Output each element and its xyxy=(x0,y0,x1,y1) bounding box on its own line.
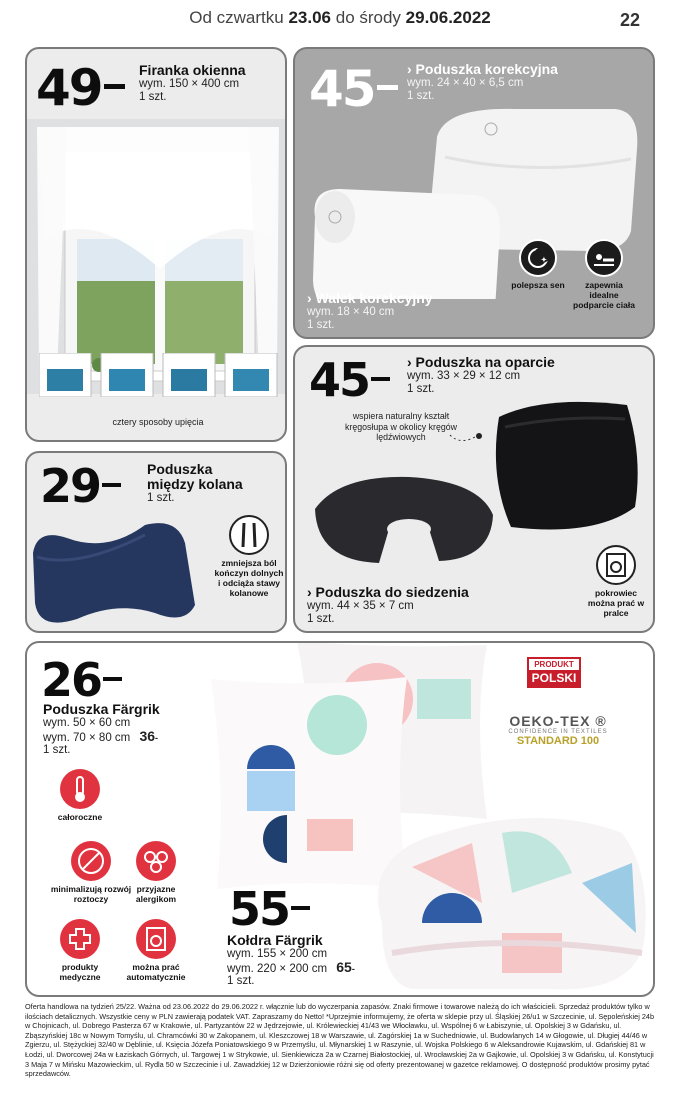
feature-better-sleep-label: polepsza sen xyxy=(511,280,565,290)
knee-pillow-price: 29 xyxy=(40,463,121,509)
bedding-card[interactable] xyxy=(25,641,655,997)
feature-knee-relief xyxy=(213,515,285,598)
knee-pillow-card[interactable] xyxy=(25,451,287,633)
feature-allergy-friendly-label: przyjazne alergikom xyxy=(135,884,177,904)
orthopedic-pillow-qty: 1 szt. xyxy=(407,89,435,102)
feature-medical-product-label: produkty medyczne xyxy=(59,962,101,982)
duvet-fargrik-price: 55 xyxy=(229,886,310,932)
pillow-fargrik-info xyxy=(43,702,160,757)
sleeping-person-icon xyxy=(585,239,623,277)
feature-machine-washable-label: można prać automatycznie xyxy=(126,962,186,982)
seat-cushion-info xyxy=(307,585,469,625)
feature-anti-mite-label: minimalizują rozwój roztoczy xyxy=(50,884,132,904)
feature-all-season xyxy=(49,769,111,822)
curtain-dims: wym. 150 × 400 cm xyxy=(139,78,240,90)
back-cushion-image xyxy=(485,387,645,547)
knee-pillow-name-2: między kolana xyxy=(147,476,243,492)
curtain-price: 49 xyxy=(36,63,125,113)
back-cushion-callout: wspiera naturalny kształt kręgosłupa w okolicy kręgów lędźwiowych xyxy=(345,411,457,442)
duvet-fargrik-info xyxy=(227,933,355,988)
back-seat-cushion-card[interactable] xyxy=(293,345,655,633)
duvet-fargrik-dims-2: wym. 220 × 200 cm 65- xyxy=(227,958,355,975)
pillow-fargrik-price: 26 xyxy=(41,657,122,703)
callout-dots xyxy=(445,427,485,447)
orthopedic-pillow-card[interactable] xyxy=(293,47,655,339)
seat-cushion-image xyxy=(309,469,499,579)
curtain-styles-thumbnails xyxy=(39,353,279,397)
badge-line-2: POLSKI xyxy=(529,670,579,686)
curtain-caption: cztery sposoby upięcia xyxy=(112,417,204,427)
start-date: 23.06 xyxy=(288,8,331,27)
back-cushion-price: 45 xyxy=(309,357,390,403)
moon-stars-icon xyxy=(519,239,557,277)
honeycomb-icon xyxy=(136,841,176,881)
knee-pillow-info xyxy=(147,462,243,505)
feature-allergy-friendly xyxy=(125,841,187,904)
washing-machine-icon xyxy=(596,545,636,585)
feature-medical-product xyxy=(49,919,111,982)
feature-machine-washable xyxy=(121,919,191,982)
back-cushion-dims: wym. 33 × 29 × 12 cm xyxy=(407,370,521,382)
knee-pillow-image xyxy=(27,513,217,633)
orthopedic-pillow-dims: wym. 24 × 40 × 6,5 cm xyxy=(407,77,524,89)
roll-pillow-info xyxy=(307,291,433,331)
pillow-fargrik-alt-price: 36 xyxy=(139,727,156,744)
legal-fine-print: Oferta handlowa na tydzień 25/22. Ważna od 23.06.2022 do 29.06.2022 r. włącznie lub do wyczerpania zapasów. Znaki firmowe i towarowe należą do ich właścicieli. Sprzedaż produktów tylko w ilościach detalicznych. Wszystkie ceny w PLN zawierają podatek VAT. Zapraszamy do Netto! *Uprzejmie informujemy, że oferta w sklepie przy ul. Śląskiej 26/u1 w Szczecinie, ul. Sępoleńskiej 24b w Chojnicach, ul. Dobrego Pasterza 67 w Krakowie, ul. Partyzantów 22 w Jędrzejowie, ul. Królewieckiej 41/43 we Włocławku, ul. Wspólnej 6 w Łabiszynie, ul. Opolskiej 3 w Gdańsku, ul. Zbąszyńskiej 18c w Nowym Tomyślu, ul. Chramcówki 30 w Zakopanem, ul. Kleszczowej 18 w Warszawie, ul. Zagórskiej 1a w Suchedniowie, ul. Budowlanych 14 w Głogowie, ul. Długiej 44/46 w Zgierzu, ul. Stężyckiej 32/40 w Dęblinie, ul. Księcia Józefa Poniatowskiego 9 w Przemyślu, ul. Młynarskiej 1 w Raszynie, ul. Wojska Polskiego 6 w Aleksandrowie Kujawskim, ul. Gdańskiej 81 w Łodzi, ul. Dworcowej 24a w Łaziskach Górnych, ul. Targowej 1 w Strykowie, ul. Sienkiewicza 2a w Czarnej Białostockiej, ul. Wrocławskiej 2a w Gajkowie, ul. Opolskiej 3 w Gdańsku, ul. Konstytucji 3 Maja 7 w Mińsku Mazowieckim, ul. Rydla 50 w Szczecinie i ul. Zawadzkiej 12 w Dzierżoniowie różni się od oferty prezentowanej w gazetce reklamowej. O dostępność produktów prosimy pytać sprzedawców. xyxy=(25,1002,655,1079)
duvet-fargrik-qty: 1 szt. xyxy=(227,975,255,987)
duvet-fargrik-name: Kołdra Färgrik xyxy=(227,932,323,948)
back-cushion-qty: 1 szt. xyxy=(407,382,435,395)
thermometer-icon xyxy=(60,769,100,809)
orthopedic-pillow-name: › Poduszka korekcyjna xyxy=(407,61,558,77)
curtain-name: Firanka okienna xyxy=(139,62,246,78)
medical-cross-icon xyxy=(60,919,100,959)
curtain-card[interactable] xyxy=(25,47,287,442)
end-date: 29.06.2022 xyxy=(405,8,491,27)
fargrik-duvet-image xyxy=(352,793,652,997)
curtain-qty: 1 szt. xyxy=(139,90,167,103)
feature-better-sleep xyxy=(507,239,569,290)
date-mid: do środy xyxy=(335,8,401,27)
feature-body-support xyxy=(573,239,635,310)
oeko-sub: CONFIDENCE IN TEXTILES xyxy=(508,729,608,735)
knee-pillow-qty: 1 szt. xyxy=(147,492,175,504)
pillow-fargrik-qty: 1 szt. xyxy=(43,744,71,756)
orthopedic-pillow-info xyxy=(407,62,558,102)
duvet-fargrik-dims-1: wym. 155 × 200 cm xyxy=(227,948,328,960)
seat-cushion-dims: wym. 44 × 35 × 7 cm xyxy=(307,600,414,612)
roll-pillow-qty: 1 szt. xyxy=(307,318,335,331)
feature-washable-cover xyxy=(581,545,651,618)
pillow-fargrik-dims-2: wym. 70 × 80 cm 36- xyxy=(43,727,159,744)
feature-body-support-label: zapewnia idealne podparcie ciała xyxy=(573,280,635,310)
page-number: 22 xyxy=(619,10,640,30)
knee-pillow-name-1: Poduszka xyxy=(147,461,213,477)
oeko-title: OEKO-TEX ® xyxy=(509,713,607,729)
washing-machine-icon xyxy=(136,919,176,959)
offer-date-header xyxy=(0,8,680,28)
no-mites-icon xyxy=(71,841,111,881)
pillow-fargrik-dims-1: wym. 50 × 60 cm xyxy=(43,717,131,729)
duvet-fargrik-alt-price: 65 xyxy=(336,958,352,975)
curtain-info xyxy=(139,63,246,103)
feature-anti-mite xyxy=(49,841,133,904)
pillow-fargrik-name: Poduszka Färgrik xyxy=(43,701,160,717)
feature-all-season-label: całoroczne xyxy=(57,812,103,822)
polish-product-badge xyxy=(527,657,581,688)
date-prefix: Od czwartku xyxy=(189,8,284,27)
svg-text:✦: ✦ xyxy=(541,257,547,264)
back-cushion-name: › Poduszka na oparcie xyxy=(407,354,555,370)
roll-pillow-dims: wym. 18 × 40 cm xyxy=(307,306,395,318)
roll-pillow-name: › Wałek korekcyjny xyxy=(307,290,433,306)
seat-cushion-name: › Poduszka do siedzenia xyxy=(307,584,469,600)
feature-knee-relief-label: zmniejsza ból kończyn dolnych i odciąża stawy kolanowe xyxy=(214,558,284,598)
oeko-tex-logo xyxy=(483,713,633,747)
oeko-standard: STANDARD 100 xyxy=(516,735,600,747)
legs-icon xyxy=(229,515,269,555)
orthopedic-pillow-price: 45 xyxy=(309,64,398,114)
badge-line-1: PRODUKT xyxy=(534,660,574,669)
seat-cushion-qty: 1 szt. xyxy=(307,612,335,625)
feature-washable-cover-label: pokrowiec można prać w pralce xyxy=(587,588,645,618)
